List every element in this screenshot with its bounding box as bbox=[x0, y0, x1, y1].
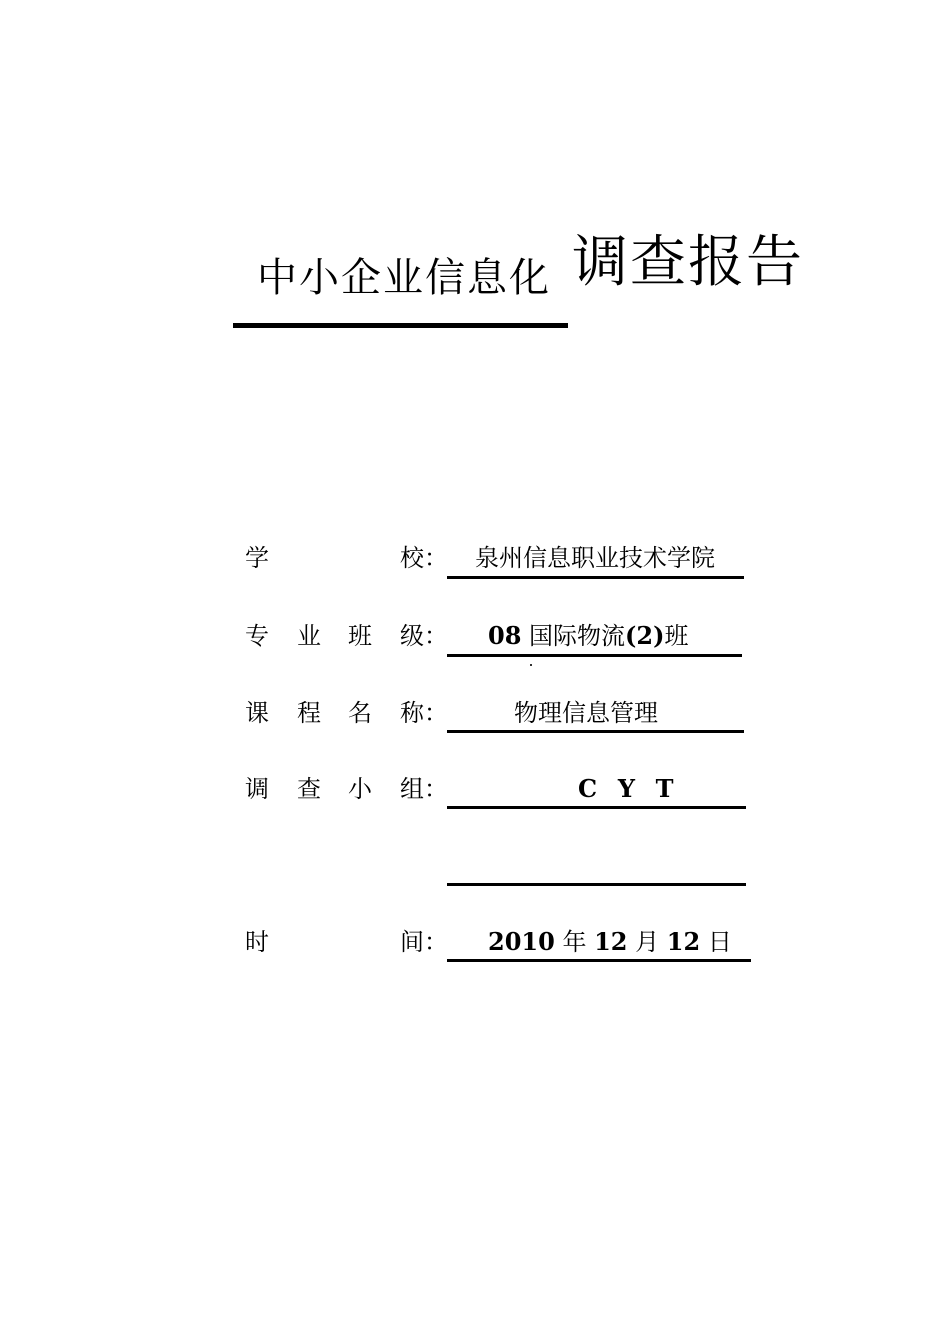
course-value: 物理信息管理 bbox=[514, 699, 658, 727]
course-label-char-3: 名 bbox=[348, 699, 372, 727]
date-value bbox=[488, 927, 732, 956]
major-class-label-char-2: 业 bbox=[297, 622, 321, 650]
class-number: (2) bbox=[625, 621, 665, 650]
group-label-char-3: 小 bbox=[348, 775, 372, 803]
school-underline bbox=[447, 576, 744, 579]
title-underline bbox=[233, 323, 568, 328]
stray-mark bbox=[530, 664, 532, 666]
course-label-char-2: 程 bbox=[297, 699, 321, 727]
school-value: 泉州信息职业技术学院 bbox=[475, 544, 715, 572]
blank-underline bbox=[447, 883, 746, 886]
course-underline bbox=[447, 730, 744, 733]
report-title-part1: 中小企业信息化 bbox=[257, 255, 551, 301]
report-title-part2: 调查报告 bbox=[572, 230, 804, 295]
major-name: 国际物流 bbox=[529, 622, 626, 650]
class-year: 08 bbox=[488, 621, 522, 650]
class-suffix: 班 bbox=[664, 622, 689, 650]
group-label-char-2: 查 bbox=[297, 775, 321, 803]
group-label-char-4: 组： bbox=[400, 775, 448, 803]
course-label-char-4: 称： bbox=[400, 699, 448, 727]
date-month-unit: 月 bbox=[635, 928, 660, 956]
group-underline bbox=[447, 806, 746, 809]
time-label-char-2: 间： bbox=[400, 928, 448, 956]
major-class-label-char-4: 级： bbox=[400, 622, 448, 650]
date-year-unit: 年 bbox=[562, 928, 587, 956]
time-label-char-1: 时 bbox=[245, 928, 269, 956]
school-label-char-2: 校： bbox=[400, 544, 448, 572]
date-year: 2010 bbox=[488, 927, 555, 956]
major-class-value bbox=[488, 621, 689, 650]
group-value: C Y T bbox=[578, 774, 674, 803]
course-label-char-1: 课 bbox=[245, 699, 269, 727]
major-class-label-char-1: 专 bbox=[245, 622, 269, 650]
major-class-underline bbox=[447, 654, 742, 657]
group-label-char-1: 调 bbox=[245, 775, 269, 803]
date-day: 12 bbox=[666, 927, 701, 956]
date-underline bbox=[447, 959, 751, 962]
school-label-char-1: 学 bbox=[245, 544, 269, 572]
date-month: 12 bbox=[594, 927, 628, 956]
date-day-unit: 日 bbox=[707, 928, 732, 956]
major-class-label-char-3: 班 bbox=[348, 622, 372, 650]
